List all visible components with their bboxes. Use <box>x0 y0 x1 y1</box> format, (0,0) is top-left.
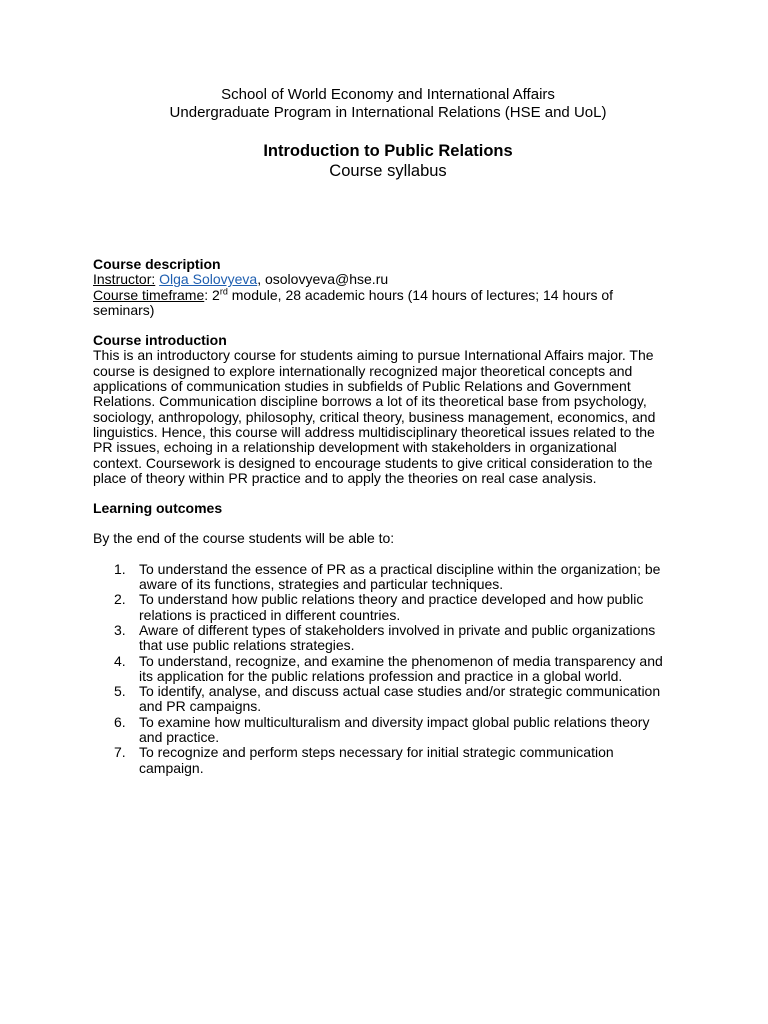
course-introduction-section <box>93 333 683 486</box>
intro-line: place of theory within PR practice and to apply the theories on real case analysis. <box>93 469 597 486</box>
course-subtitle: Course syllabus <box>329 162 447 180</box>
list-item-number: 7. <box>114 744 126 761</box>
list-item-line: To understand the essence of PR as a practical discipline within the organization; be <box>139 560 661 577</box>
list-item-line: relations is practiced in different countries. <box>139 606 401 623</box>
learning-outcomes-section <box>93 501 683 776</box>
intro-line: sociology, anthropology, philosophy, critical theory, business management, economics, and <box>93 408 656 425</box>
timeframe-label: Course timeframe <box>93 286 205 303</box>
list-item-line: its application for the public relations profession and practice in a global world. <box>139 667 623 684</box>
course-title: Introduction to Public Relations <box>263 142 513 160</box>
instructor-email: , osolovyeva@hse.ru <box>257 271 389 288</box>
timeframe-rest: module, 28 academic hours (14 hours of lectures; 14 hours of <box>227 286 614 303</box>
list-item-number: 6. <box>114 713 126 730</box>
list-item-line: aware of its functions, strategies and particular techniques. <box>139 576 504 593</box>
intro-line: course is designed to explore internationally recognized major theoretical concepts and <box>93 362 633 379</box>
learning-outcomes-heading: Learning outcomes <box>93 500 223 517</box>
list-item-number: 1. <box>114 560 126 577</box>
learning-outcomes-lead: By the end of the course students will be able to: <box>93 530 395 547</box>
list-item-number: 5. <box>114 683 126 700</box>
course-description-heading: Course description <box>93 256 221 272</box>
learning-outcomes-list <box>93 562 683 776</box>
list-item-line: that use public relations strategies. <box>139 637 355 654</box>
timeframe-line <box>93 285 683 303</box>
timeframe-colon: : 2 <box>204 286 220 303</box>
document-header <box>93 86 683 122</box>
list-item <box>93 654 683 685</box>
list-item <box>93 684 683 715</box>
timeframe-line-2: seminars) <box>93 301 155 318</box>
course-description-section <box>93 257 683 318</box>
instructor-link[interactable]: Olga Solovyeva <box>159 271 258 288</box>
intro-line: linguistics. Hence, this course will address multidisciplinary theoretical issues related to the <box>93 423 655 440</box>
program-name: Undergraduate Program in International Relations (HSE and UoL) <box>169 104 607 121</box>
list-item-line: and PR campaigns. <box>139 698 262 715</box>
list-item-line: To identify, analyse, and discuss actual case studies and/or strategic communication <box>139 683 661 700</box>
instructor-line <box>93 272 683 287</box>
list-item-line: To understand, recognize, and examine the phenomenon of media transparency and <box>139 652 663 669</box>
list-item-line: Aware of different types of stakeholders involved in private and public organizations <box>139 621 656 638</box>
school-name: School of World Economy and International Affairs <box>221 86 555 103</box>
intro-line: applications of communication studies in subfields of Public Relations and Government <box>93 378 631 395</box>
syllabus-page <box>93 86 683 776</box>
list-item-line: To understand how public relations theory and practice developed and how public <box>139 591 644 608</box>
intro-line: This is an introductory course for students aiming to pursue International Affairs major. The <box>93 347 654 364</box>
timeframe-ordinal: rd <box>219 285 228 296</box>
list-item <box>93 562 683 593</box>
intro-line: context. Coursework is designed to encourage students to give critical consideration to the <box>93 454 653 471</box>
course-introduction-text <box>93 348 683 486</box>
list-item <box>93 592 683 623</box>
title-block <box>93 142 683 181</box>
list-item-number: 4. <box>114 652 126 669</box>
list-item-line: campaign. <box>139 759 204 776</box>
list-item <box>93 745 683 776</box>
list-item-line: To examine how multiculturalism and diversity impact global public relations theory <box>139 713 650 730</box>
course-introduction-heading: Course introduction <box>93 332 227 349</box>
list-item-line: To recognize and perform steps necessary for initial strategic communication <box>139 744 614 761</box>
intro-line: PR issues, echoing in a relationship development with stakeholders in organizational <box>93 439 617 456</box>
list-item-number: 2. <box>114 591 126 608</box>
list-item <box>93 715 683 746</box>
list-item-number: 3. <box>114 621 126 638</box>
list-item-line: and practice. <box>139 729 220 746</box>
list-item <box>93 623 683 654</box>
intro-line: Relations. Communication discipline borrows a lot of its theoretical base from psychology, <box>93 393 647 410</box>
instructor-label: Instructor: <box>93 271 156 288</box>
